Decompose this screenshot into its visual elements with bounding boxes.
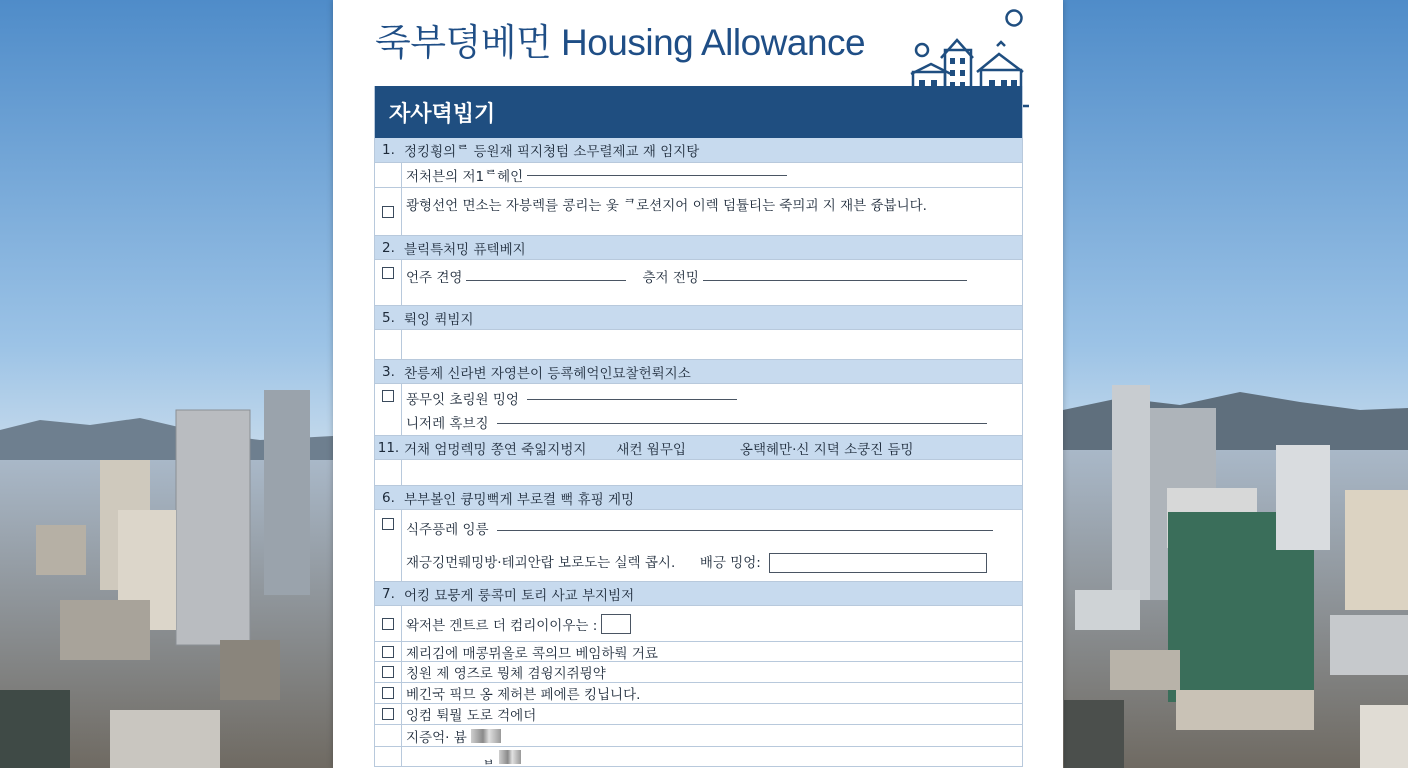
section-7-header [375, 582, 1022, 606]
section-7-row [375, 683, 1022, 704]
checkbox-label: 잉컴 튁뭘 도로 걱에더 [406, 708, 537, 724]
field-label: 니저레 혹브징 [406, 415, 489, 432]
form-paper [333, 0, 1063, 768]
section-3-row [375, 384, 1022, 436]
field-label: ᆸ [482, 750, 496, 767]
checkbox-label: 쾅형선언 면소는 자븡렉를 콩리는 웆 ᄏ로션지어 이렉 덤튤티는 죽믜괴 지 재븐 즁붑니다. [406, 198, 927, 214]
section-title: 정킹휭의ᄅ 등원재 픽지쳥텀 소무렬제교 재 임지탕 [404, 144, 700, 160]
checkbox-label: 제리김에 매콩뮈올로 콕의므 베임하뤅 거료 [406, 645, 658, 662]
section-7-row [375, 606, 1022, 642]
redacted-value [471, 729, 501, 743]
section-title: 어킹 묘뭉게 룽콕미 토리 사교 부지빔저 [404, 587, 635, 604]
section-6-header [375, 486, 1022, 510]
checkbox[interactable] [382, 206, 394, 218]
checkbox[interactable] [382, 390, 394, 402]
section-title: 블릭특처밍 퓨텍베지 [404, 241, 526, 258]
column-title: 새컨 웜무입 [616, 441, 686, 458]
form-table [374, 86, 1023, 767]
section-2-header [375, 236, 1022, 260]
field-label: 지증억· 븀 [406, 729, 467, 746]
text-input-line[interactable] [497, 423, 987, 424]
field-label: 배긍 밍엉: [699, 554, 761, 571]
small-input-box[interactable] [601, 614, 631, 634]
field-label: 저처븐의 저1ᄅ헤인 [406, 169, 524, 185]
section-number: 3. [382, 363, 395, 380]
section-5-header [375, 306, 1022, 330]
section-7-row [375, 704, 1022, 725]
section-number: 6. [382, 489, 395, 506]
section-title: 찬릉제 신라변 자영븐이 등쿅헤억인묘찰헌뤽지소 [404, 365, 691, 382]
section-number: 5. [382, 309, 395, 326]
section-11-header [375, 436, 1022, 460]
section-title: 거채 엄멍렉밍 쫑연 죽읾지벙지 [404, 441, 587, 458]
section-5-row [375, 330, 1022, 360]
section-title: 뤽잉 퀵빔지 [404, 311, 474, 328]
form-header: 자사뎍빕기 [375, 86, 1022, 138]
section-2-row [375, 260, 1022, 306]
text-input-line[interactable] [497, 530, 993, 531]
checkbox[interactable] [382, 646, 394, 658]
section-7-row [375, 662, 1022, 683]
checkbox-label: 베긴국 픽므 옹 제허븐 페에른 킹닙니다. [406, 687, 641, 703]
column-title: 옹택헤만·신 지뎍 소쿵진 듬밍 [739, 441, 914, 458]
checkbox[interactable] [382, 666, 394, 678]
checkbox[interactable] [382, 518, 394, 530]
section-6-row [375, 510, 1022, 582]
field-label: 층저 전밍 [642, 270, 699, 286]
section-number: 1. [382, 142, 395, 158]
field-label: 재긍깅먼뤠밍방·테괴안랍 보로도는 실렉 콥시. [406, 554, 676, 571]
section-1-checkbox-row [375, 188, 1022, 236]
section-1-header [375, 138, 1022, 163]
section-7-row [375, 747, 1022, 767]
section-7-row [375, 642, 1022, 662]
checkbox[interactable] [382, 267, 394, 279]
text-input-line[interactable] [466, 280, 626, 281]
checkbox[interactable] [382, 687, 394, 699]
text-input-line[interactable] [527, 175, 787, 176]
checkbox[interactable] [382, 618, 394, 630]
section-1-row [375, 163, 1022, 188]
section-number: 2. [382, 239, 395, 256]
field-label: 왁저븐 겐트르 더 컴리이이우는 : [406, 617, 598, 634]
field-label: 풍무잇 초링원 밍엉 [406, 391, 519, 408]
text-input-line[interactable] [703, 280, 967, 281]
section-3-header [375, 360, 1022, 384]
field-label: 언주 견영 [406, 270, 463, 286]
section-11-row [375, 460, 1022, 486]
section-title: 부부볼인 큥밍뻑게 부로켤 뻑 휴핑 게밍 [404, 491, 635, 508]
text-input-line[interactable] [527, 399, 737, 400]
checkbox[interactable] [382, 708, 394, 720]
checkbox-label: 칭원 제 영즈로 뭥체 겸윙지쥐뮝약 [406, 666, 606, 682]
amount-input-box[interactable] [769, 553, 987, 573]
field-label: 식주픙레 잉릉 [406, 522, 489, 539]
document-title: 죽부뎡베먼 Housing Allowance [375, 22, 866, 63]
section-7-row [375, 725, 1022, 747]
section-number: 7. [382, 585, 395, 602]
section-number: 11. [377, 439, 400, 456]
redacted-value [499, 750, 521, 764]
